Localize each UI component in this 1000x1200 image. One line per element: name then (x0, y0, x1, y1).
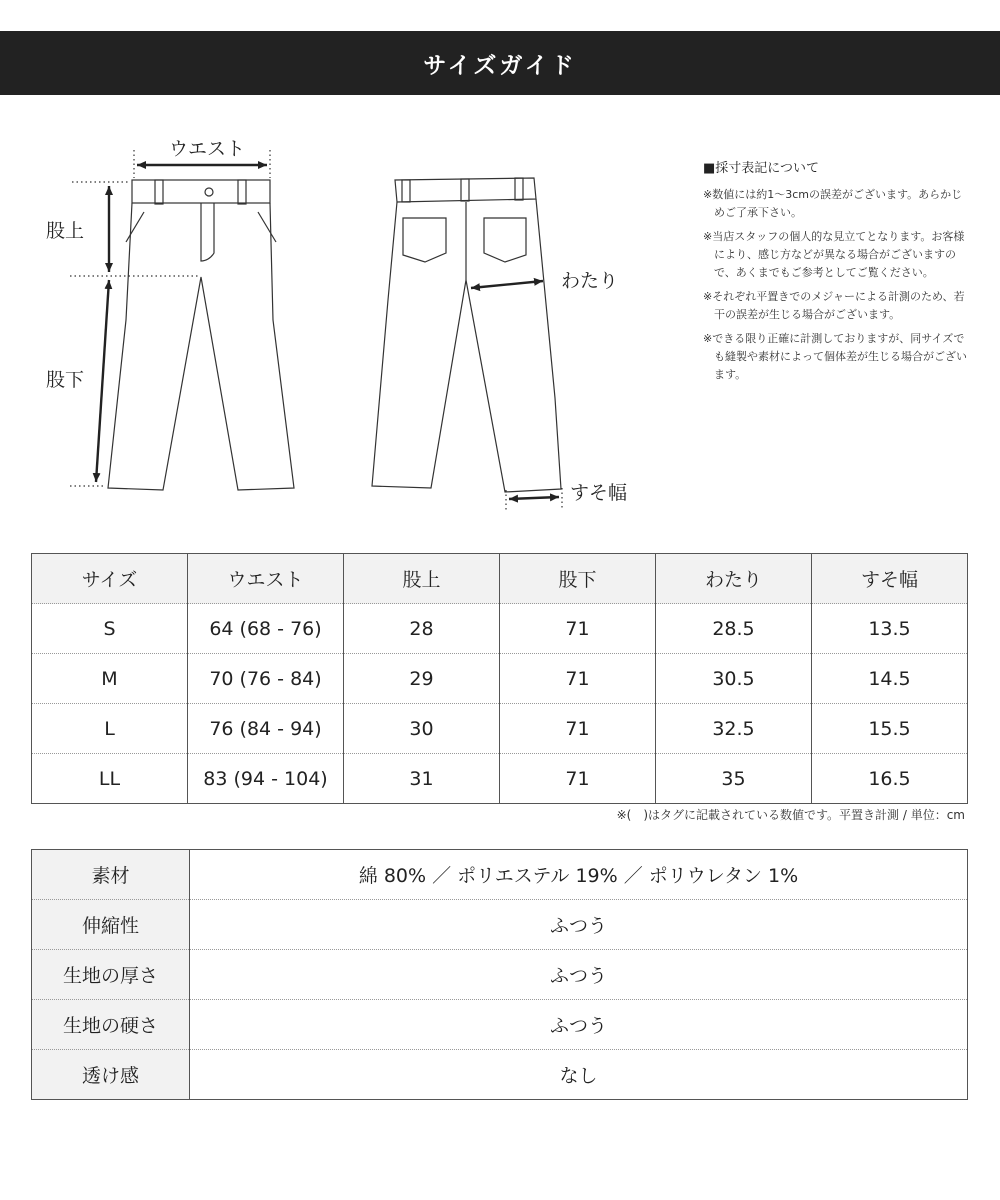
size-table (31, 553, 968, 804)
table-cell: 71 (500, 604, 656, 654)
inseam-arrow (96, 280, 109, 482)
table-cell: 32.5 (656, 704, 812, 754)
table-cell: 71 (500, 754, 656, 804)
table-cell: M (32, 654, 188, 704)
table-row (32, 1050, 968, 1100)
table-cell: 71 (500, 704, 656, 754)
table-row (32, 950, 968, 1000)
table-cell: 14.5 (812, 654, 968, 704)
material-value: 綿 80% ／ ポリエステル 19% ／ ポリウレタン 1% (190, 850, 968, 900)
table-cell: 29 (344, 654, 500, 704)
table-cell: 28 (344, 604, 500, 654)
col-header-size: サイズ (32, 554, 188, 604)
waist-label: ウエスト (169, 138, 246, 160)
table-cell: L (32, 704, 188, 754)
table-cell: 15.5 (812, 704, 968, 754)
table-cell: 31 (344, 754, 500, 804)
hem-label: すそ幅 (570, 482, 628, 504)
table-row (32, 900, 968, 950)
table-footnote: ※( )はタグに記載されている数値です。平置き計測 / 単位：cm (616, 808, 965, 822)
table-row (32, 704, 968, 754)
col-header-waist: ウエスト (188, 554, 344, 604)
rise-label: 股上 (46, 220, 85, 242)
table-cell: 71 (500, 654, 656, 704)
table-cell: 70 (76 - 84) (188, 654, 344, 704)
table-row (32, 654, 968, 704)
table-cell: 13.5 (812, 604, 968, 654)
thigh-label: わたり (561, 270, 619, 292)
back-pants-drawing (372, 178, 561, 492)
stiffness-key: 生地の硬さ (32, 1000, 190, 1050)
table-cell: 28.5 (656, 604, 812, 654)
note-item: ※それぞれ平置きでのメジャーによる計測のため、若干の誤差が生じる場合がございます。 (703, 290, 965, 321)
table-cell: 30.5 (656, 654, 812, 704)
measurement-notes (703, 157, 973, 390)
front-pants-drawing (108, 180, 294, 490)
notes-title: ■採寸表記について (703, 161, 820, 176)
table-row (32, 850, 968, 900)
inseam-label: 股下 (46, 369, 85, 391)
col-header-inseam: 股下 (500, 554, 656, 604)
table-cell: 30 (344, 704, 500, 754)
thigh-arrow (471, 281, 543, 288)
thickness-key: 生地の厚さ (32, 950, 190, 1000)
hem-arrow (509, 497, 559, 499)
note-item: ※できる限り正確に計測しておりますが、同サイズでも縫製や素材によって個体差が生じる場合がございます。 (703, 332, 967, 381)
page-header (0, 31, 1000, 95)
table-cell: 76 (84 - 94) (188, 704, 344, 754)
table-cell: 83 (94 - 104) (188, 754, 344, 804)
stretch-value: ふつう (190, 900, 968, 950)
col-header-rise: 股上 (344, 554, 500, 604)
stiffness-value: ふつう (190, 1000, 968, 1050)
table-row (32, 754, 968, 804)
page-title: サイズガイド (423, 52, 577, 79)
thickness-value: ふつう (190, 950, 968, 1000)
sheerness-key: 透け感 (32, 1050, 190, 1100)
size-table-header-row (32, 554, 968, 604)
material-table (31, 849, 968, 1100)
col-header-thigh: わたり (656, 554, 812, 604)
table-row (32, 604, 968, 654)
note-item: ※当店スタッフの個人的な見立てとなります。お客様により、感じ方などが異なる場合がございますので、あくまでもご参考としてご覧ください。 (703, 230, 965, 279)
note-item: ※数値には約1〜3cmの誤差がございます。あらかじめご了承下さい。 (703, 188, 963, 219)
sheerness-value: なし (190, 1050, 968, 1100)
table-cell: 16.5 (812, 754, 968, 804)
table-cell: S (32, 604, 188, 654)
stretch-key: 伸縮性 (32, 900, 190, 950)
col-header-hem: すそ幅 (812, 554, 968, 604)
table-cell: 64 (68 - 76) (188, 604, 344, 654)
table-cell: 35 (656, 754, 812, 804)
material-key: 素材 (32, 850, 190, 900)
table-cell: LL (32, 754, 188, 804)
table-row (32, 1000, 968, 1050)
